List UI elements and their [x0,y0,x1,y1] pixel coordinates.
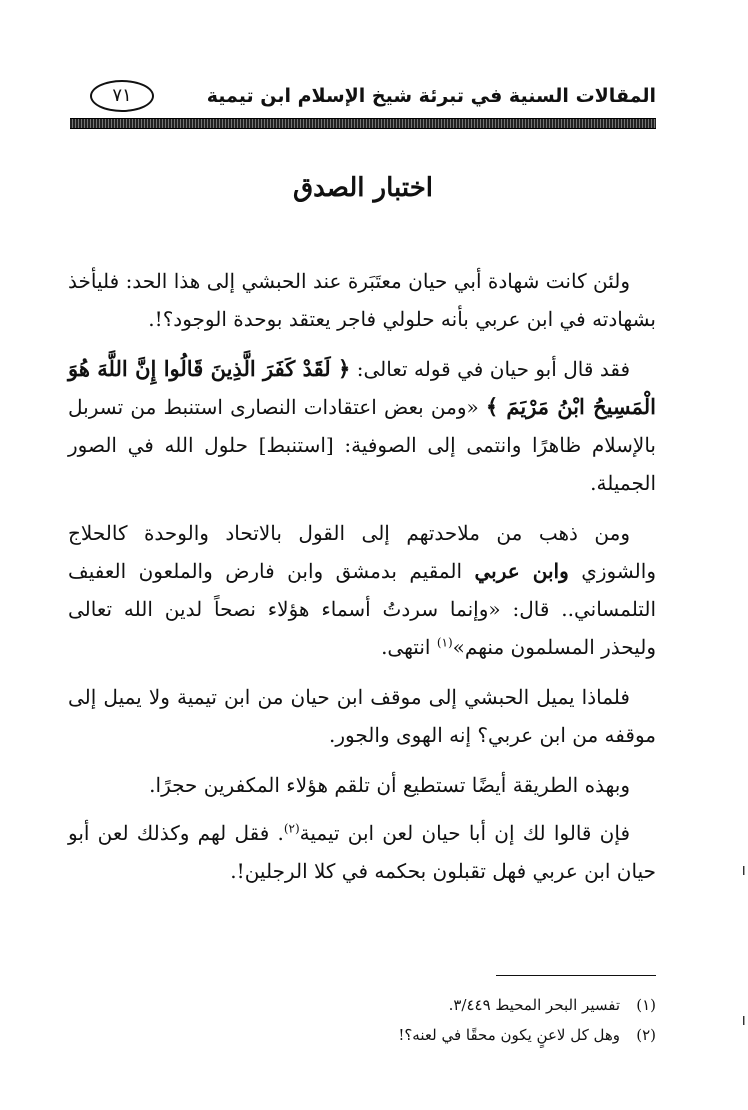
paragraph-3-b: المقيم بدمشق وابن فارض والملعون العفيف التلمساني.. قال: «وإنما سردتُ أسماء هؤلاء نصحاً لدين الله تعالى وليحذر المسلمون منهم» [68,559,656,659]
footnote-number: (١) [636,996,656,1014]
paragraph-6-b: . فقل لهم وكذلك لعن أبو حيان ابن عربي فهل تقبلون بحكمه في كلا الرجلين!. [68,821,656,883]
paragraph-6 [68,814,656,890]
footnote-2 [70,1020,656,1050]
running-title: المقالات السنية في تبرئة شيخ الإسلام ابن تيمية [206,85,656,107]
running-header [70,78,656,118]
paragraph-2 [68,350,656,502]
paragraph-2-intro: فقد قال أبو حيان في قوله تعالى: [350,357,630,381]
paragraph-3-a: ومن ذهب من ملاحدتهم إلى القول بالاتحاد والوحدة كالحلاج والشوزي [68,521,656,583]
paragraph-6-a: فإن قالوا لك إن أبا حيان لعن ابن تيمية [299,821,631,845]
footnote-ref-1[interactable]: (١) [436,635,453,650]
header-rule [70,118,656,129]
quran-verse: ﴿ لَقَدْ كَفَرَ الَّذِينَ قَالُوا إِنَّ اللَّهَ هُوَ الْمَسِيحُ ابْنُ مَرْيَمَ ﴾ [68,356,657,419]
paragraph-3-c: انتهى. [381,635,437,659]
paragraph-3 [68,514,656,666]
footnote-number: (٢) [636,1026,656,1044]
paragraph-1: ولئن كانت شهادة أبي حيان معتَبَرة عند الحبشي إلى هذا الحد: فليأخذ بشهادته في ابن عربي بأنه حلولي فاجر يعتقد بوحدة الوجود؟!. [68,269,656,331]
chapter-title: اختبار الصدق [292,173,434,203]
paragraph-2-rest: «ومن بعض اعتقادات النصارى استنبط من تسربل بالإسلام ظاهرًا وانتمى إلى الصوفية: [استنبط] حلول الله في الصور الجميلة. [68,395,656,495]
footnote-1 [70,990,656,1020]
footnote-text: وهل كل لاعنٍ يكون محقًا في لعنه؟! [398,1026,620,1044]
body-text [68,262,656,902]
bold-name-ibn-arabi: وابن عربي [474,559,569,583]
footnote-text: تفسير البحر المحيط ٣/٤٤٩. [448,996,620,1014]
footnote-ref-2[interactable]: (٢) [283,821,300,836]
footnote-separator [496,975,656,976]
footnotes [70,990,656,1050]
paragraph-4: فلماذا يميل الحبشي إلى موقف ابن حيان من ابن تيمية ولا يميل إلى موقفه من ابن عربي؟ إنه الهوى والجور. [68,685,656,747]
page-number-badge: ٧١ [90,80,154,112]
paragraph-5: وبهذه الطريقة أيضًا تستطيع أن تلقم هؤلاء المكفرين حجرًا. [149,773,630,797]
edge-mark: ı [741,860,746,879]
edge-mark: ı [741,1010,746,1029]
